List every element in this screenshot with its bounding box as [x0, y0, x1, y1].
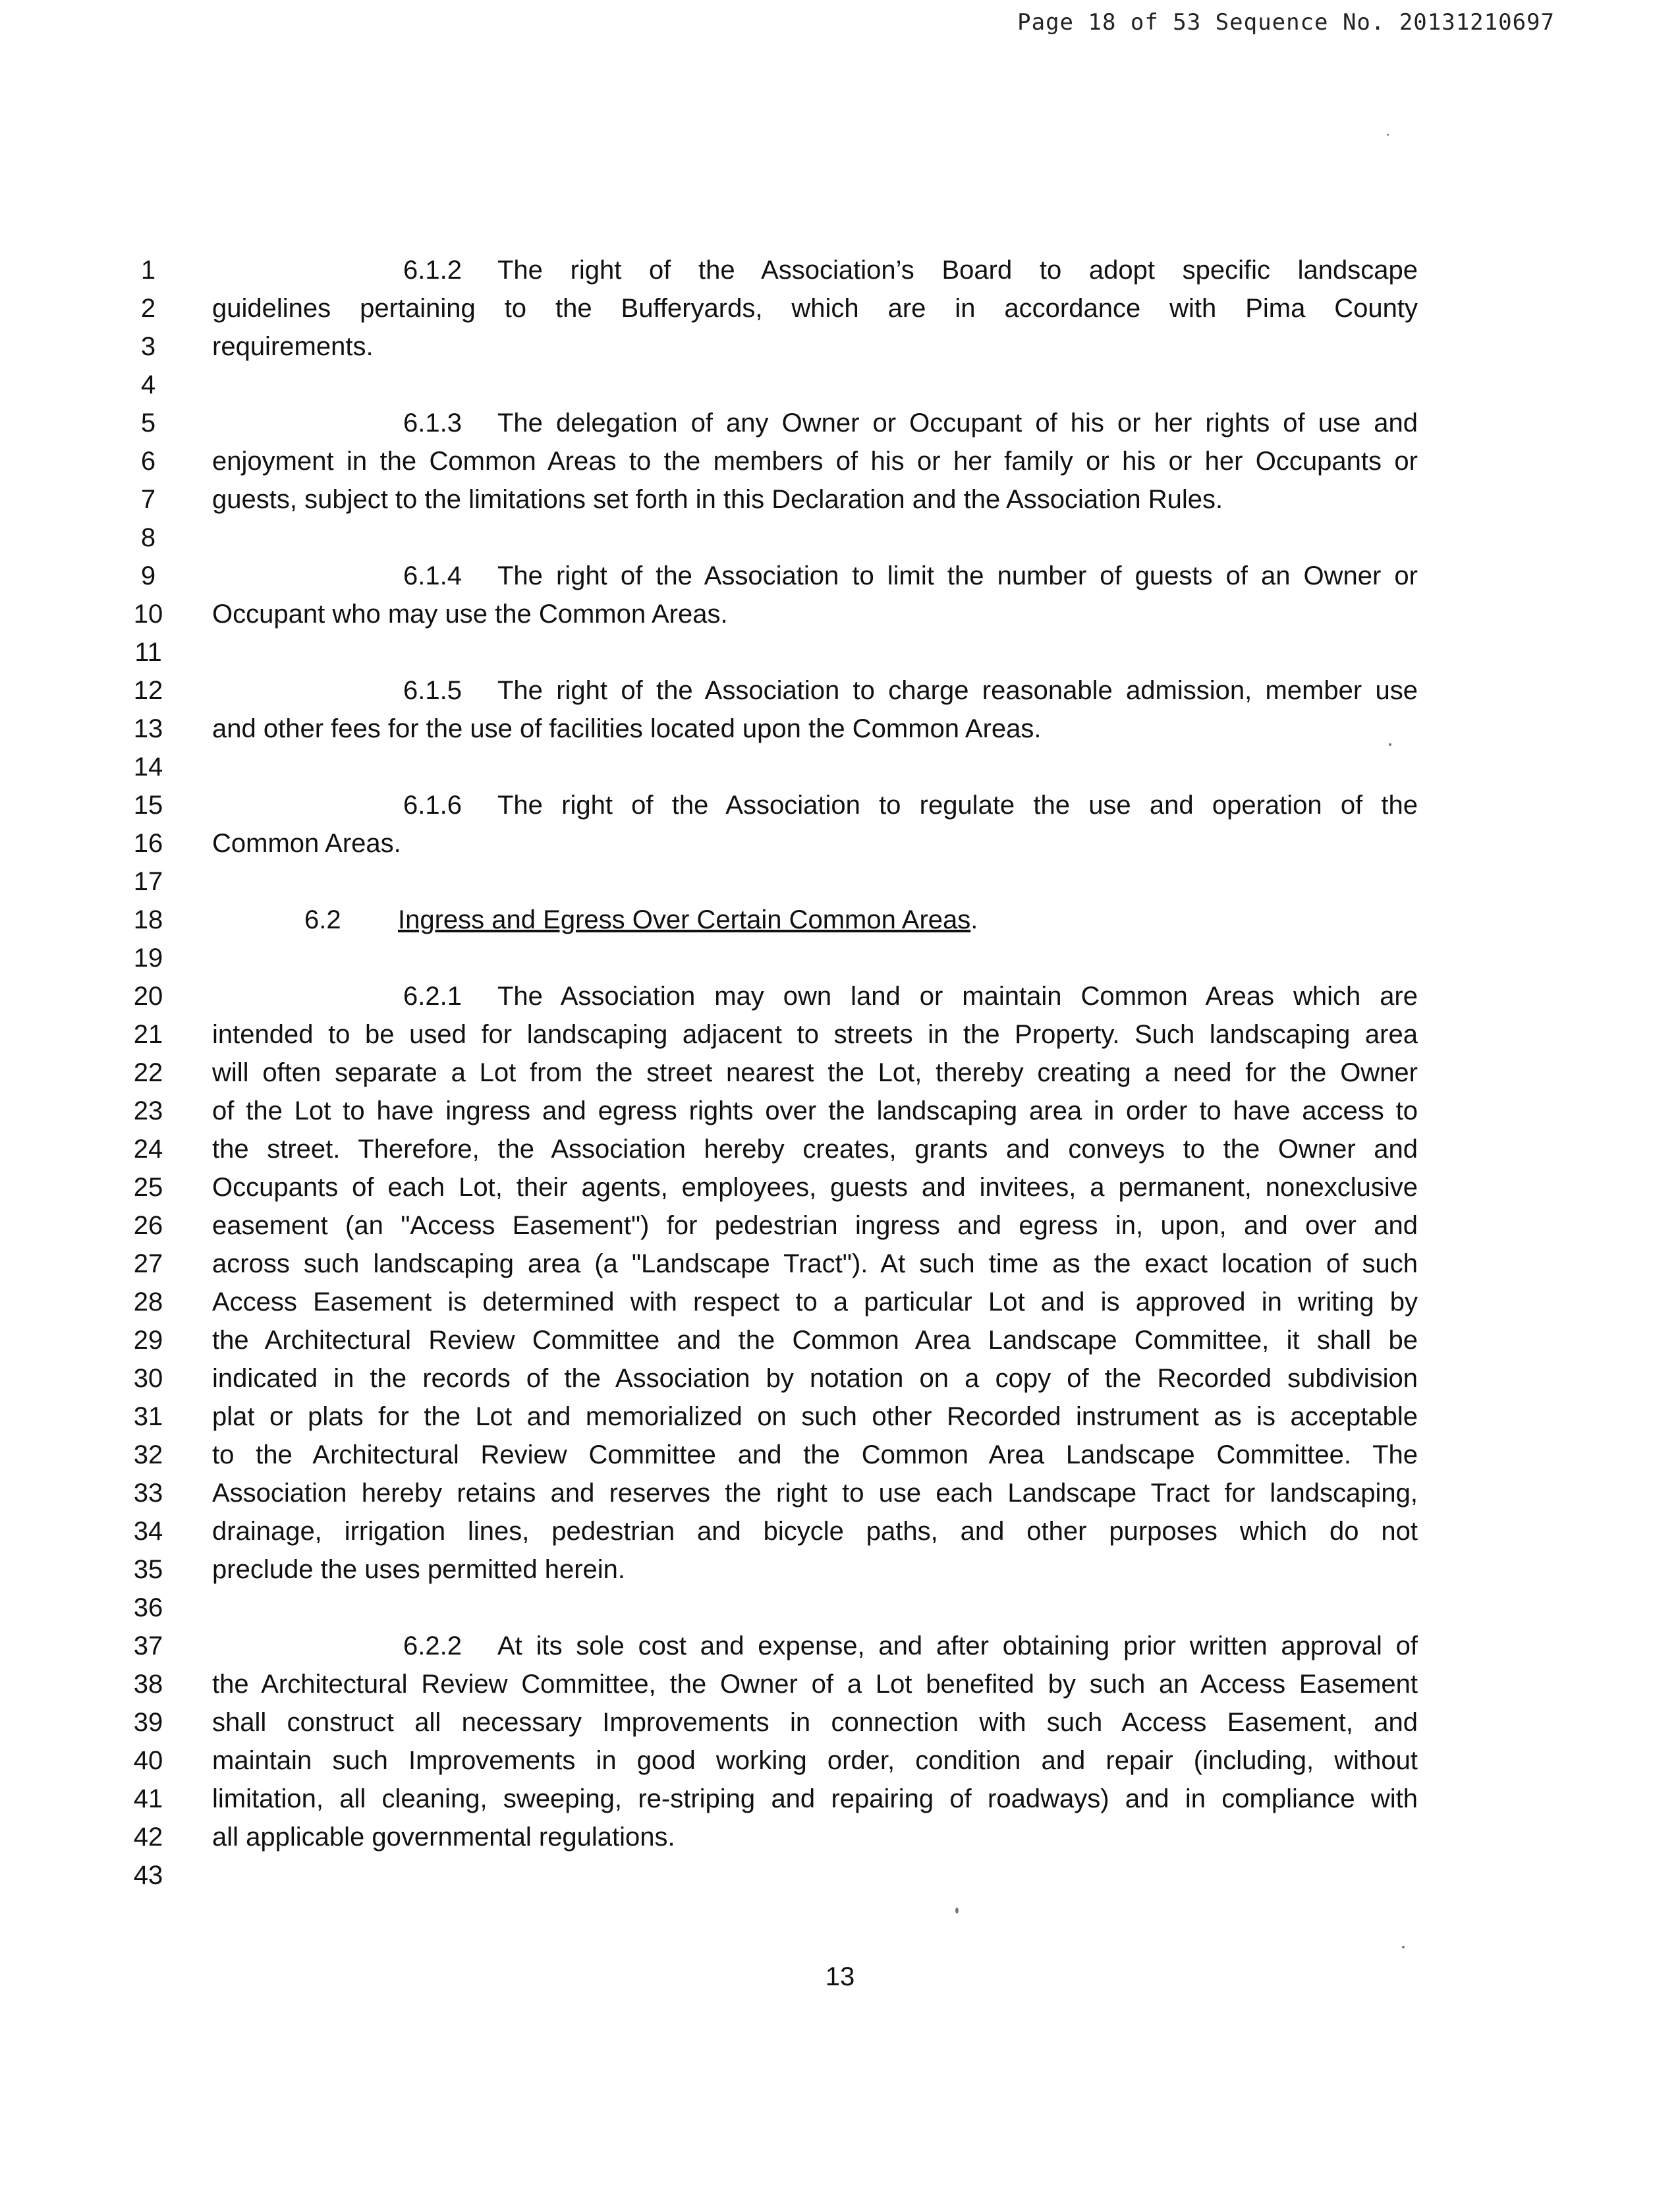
line-number: 32: [133, 1440, 163, 1469]
line-text: Occupants of each Lot, their agents, employees, guests and invitees, a permanent, nonexclusive: [212, 1173, 1418, 1202]
line-number: 39: [133, 1708, 163, 1737]
line-text: [212, 251, 1418, 289]
line-text: requirements.: [212, 332, 374, 361]
line-number: 26: [133, 1211, 163, 1240]
line-number: 16: [133, 829, 163, 858]
section-number: 6.1.4: [403, 561, 462, 590]
line-number: 17: [133, 867, 163, 896]
scan-speck: [1387, 134, 1389, 136]
line-text: the Architectural Review Committee and the Common Area Landscape Committee, it shall be: [212, 1326, 1418, 1355]
body-line: [0, 1168, 1680, 1206]
section-number: 6.2.1: [403, 982, 462, 1011]
line-text: guidelines pertaining to the Bufferyards, which are in accordance with Pima County: [212, 294, 1418, 323]
line-number: 19: [133, 944, 163, 973]
body-line: [0, 1245, 1680, 1283]
line-text: limitation, all cleaning, sweeping, re-striping and repairing of roadways) and in compliance with: [212, 1784, 1418, 1813]
line-text: Common Areas.: [212, 829, 401, 858]
body-line: [0, 748, 1680, 786]
line-number: 29: [133, 1326, 163, 1355]
line-number: 12: [133, 676, 163, 705]
line-text: will often separate a Lot from the street nearest the Lot, thereby creating a need for the Owner: [212, 1058, 1418, 1087]
body-line: [0, 442, 1680, 480]
scan-speck: [1402, 1946, 1405, 1948]
line-number: 34: [133, 1517, 163, 1546]
line-number: 13: [133, 714, 163, 743]
line-text: plat or plats for the Lot and memorialized on such other Recorded instrument as is acceptable: [212, 1402, 1418, 1431]
body-line: [0, 1436, 1680, 1474]
section-number: 6.1.5: [403, 676, 462, 705]
line-text: preclude the uses permitted herein.: [212, 1555, 626, 1584]
body-line: [0, 1283, 1680, 1321]
line-number: 33: [133, 1479, 163, 1508]
section-heading: Ingress and Egress Over Certain Common Areas: [398, 905, 971, 934]
body-line: [0, 671, 1680, 710]
line-text: maintain such Improvements in good working order, condition and repair (including, without: [212, 1746, 1418, 1775]
line-text: indicated in the records of the Association by notation on a copy of the Recorded subdivision: [212, 1364, 1418, 1393]
line-number: 27: [133, 1249, 163, 1278]
line-number: 3: [140, 332, 156, 361]
body-line: [0, 1550, 1680, 1589]
line-text: easement (an "Access Easement") for pedestrian ingress and egress in, upon, and over and: [212, 1211, 1418, 1240]
section-number: 6.2.2: [403, 1631, 462, 1660]
body-line: [0, 1206, 1680, 1245]
line-text: [212, 671, 1418, 710]
body-line: [0, 1398, 1680, 1436]
line-text: and other fees for the use of facilities located upon the Common Areas.: [212, 714, 1042, 743]
line-number: 41: [133, 1784, 163, 1813]
body-line: [0, 1474, 1680, 1512]
line-number: 9: [140, 561, 156, 590]
line-text: intended to be used for landscaping adjacent to streets in the Property. Such landscaping area: [212, 1020, 1418, 1049]
line-number: 42: [133, 1823, 163, 1852]
body-line: [0, 1818, 1680, 1856]
line-number: 25: [133, 1173, 163, 1202]
line-number: 20: [133, 982, 163, 1011]
text-run: The right of the Association to limit the number of guests of an Owner or: [497, 561, 1418, 590]
line-number: 15: [133, 791, 163, 820]
body-line: [0, 710, 1680, 748]
body-line: [0, 557, 1680, 595]
line-text: [212, 557, 1418, 595]
body-line: [0, 366, 1680, 404]
line-number: 31: [133, 1402, 163, 1431]
text-run: The Association may own land or maintain Common Areas which are: [497, 982, 1418, 1011]
body-line: [0, 327, 1680, 366]
line-text: to the Architectural Review Committee and the Common Area Landscape Committee. The: [212, 1440, 1418, 1469]
body-line: [0, 1627, 1680, 1665]
body-line: [0, 480, 1680, 519]
line-text: [212, 901, 1418, 939]
body-line: [0, 1015, 1680, 1054]
body-line: [0, 1512, 1680, 1550]
line-text: Occupant who may use the Common Areas.: [212, 600, 728, 629]
text-run: The delegation of any Owner or Occupant of his or her rights of use and: [497, 409, 1418, 438]
line-number: 43: [133, 1861, 163, 1890]
line-text: the Architectural Review Committee, the Owner of a Lot benefited by such an Access Easement: [212, 1670, 1418, 1699]
body-line: [0, 824, 1680, 863]
body-line: [0, 1321, 1680, 1359]
line-text: Access Easement is determined with respect to a particular Lot and is approved in writing by: [212, 1288, 1418, 1317]
body-line: [0, 519, 1680, 557]
line-number: 24: [133, 1135, 163, 1164]
line-text: guests, subject to the limitations set forth in this Declaration and the Association Rules.: [212, 485, 1223, 514]
body-line: [0, 863, 1680, 901]
line-number: 35: [133, 1555, 163, 1584]
line-number: 37: [133, 1631, 163, 1660]
text-run: The right of the Association’s Board to adopt specific landscape: [497, 256, 1418, 285]
line-number: 36: [133, 1593, 163, 1622]
body-line: [0, 633, 1680, 671]
text-run: The right of the Association to charge reasonable admission, member use: [497, 676, 1418, 705]
line-text: Association hereby retains and reserves the right to use each Landscape Tract for landscaping,: [212, 1479, 1418, 1508]
body-line: [0, 1780, 1680, 1818]
body-line: [0, 289, 1680, 327]
section-number: 6.1.2: [403, 256, 462, 285]
line-number: 21: [133, 1020, 163, 1049]
body-line: [0, 1589, 1680, 1627]
body-line: [0, 1742, 1680, 1780]
line-number: 7: [140, 485, 156, 514]
page-number: 13: [825, 1962, 855, 1991]
line-text: the street. Therefore, the Association hereby creates, grants and conveys to the Owner and: [212, 1135, 1418, 1164]
body-line: [0, 1130, 1680, 1168]
line-number: 4: [140, 370, 156, 399]
line-text: of the Lot to have ingress and egress rights over the landscaping area in order to have access to: [212, 1096, 1418, 1125]
line-text: drainage, irrigation lines, pedestrian and bicycle paths, and other purposes which do not: [212, 1517, 1418, 1546]
line-number: 23: [133, 1096, 163, 1125]
text-run: At its sole cost and expense, and after obtaining prior written approval of: [497, 1631, 1418, 1660]
line-number: 40: [133, 1746, 163, 1775]
scan-speck: [1389, 743, 1391, 746]
body-line: [0, 1359, 1680, 1398]
line-number: 1: [140, 256, 156, 285]
line-text: [212, 977, 1418, 1015]
line-number: 8: [140, 523, 156, 552]
page-sequence-header: Page 18 of 53 Sequence No. 20131210697: [1017, 9, 1555, 36]
line-number: 6: [140, 447, 156, 476]
line-number: 5: [140, 409, 156, 438]
scan-speck: [955, 1908, 959, 1913]
line-text: shall construct all necessary Improvements in connection with such Access Easement, and: [212, 1708, 1418, 1737]
body-line: [0, 939, 1680, 977]
line-text: across such landscaping area (a "Landscape Tract"). At such time as the exact location of such: [212, 1249, 1418, 1278]
line-number: 22: [133, 1058, 163, 1087]
line-number: 30: [133, 1364, 163, 1393]
body-line: [0, 251, 1680, 289]
body-line: [0, 1703, 1680, 1742]
body-line: [0, 977, 1680, 1015]
body-line: [0, 404, 1680, 442]
body-line: [0, 786, 1680, 824]
heading-period: .: [970, 905, 978, 934]
body-line: [0, 1665, 1680, 1703]
section-number: 6.1.3: [403, 409, 462, 438]
body-line: [0, 1856, 1680, 1894]
body-line: [0, 1054, 1680, 1092]
line-number: 28: [133, 1288, 163, 1317]
text-run: The right of the Association to regulate the use and operation of the: [497, 791, 1418, 820]
line-number: 14: [133, 752, 163, 781]
line-number: 18: [133, 905, 163, 934]
body-line: [0, 595, 1680, 633]
section-number: 6.2: [304, 905, 341, 934]
line-text: [212, 404, 1418, 442]
line-text: all applicable governmental regulations.: [212, 1823, 675, 1852]
body-line: [0, 901, 1680, 939]
section-number: 6.1.6: [403, 791, 462, 820]
line-text: [212, 1627, 1418, 1665]
line-number: 2: [140, 294, 156, 323]
line-number: 10: [133, 600, 163, 629]
line-number: 38: [133, 1670, 163, 1699]
line-number: 11: [134, 638, 162, 667]
line-text: enjoyment in the Common Areas to the members of his or her family or his or her Occupants or: [212, 447, 1418, 476]
line-text: [212, 786, 1418, 824]
body-line: [0, 1092, 1680, 1130]
